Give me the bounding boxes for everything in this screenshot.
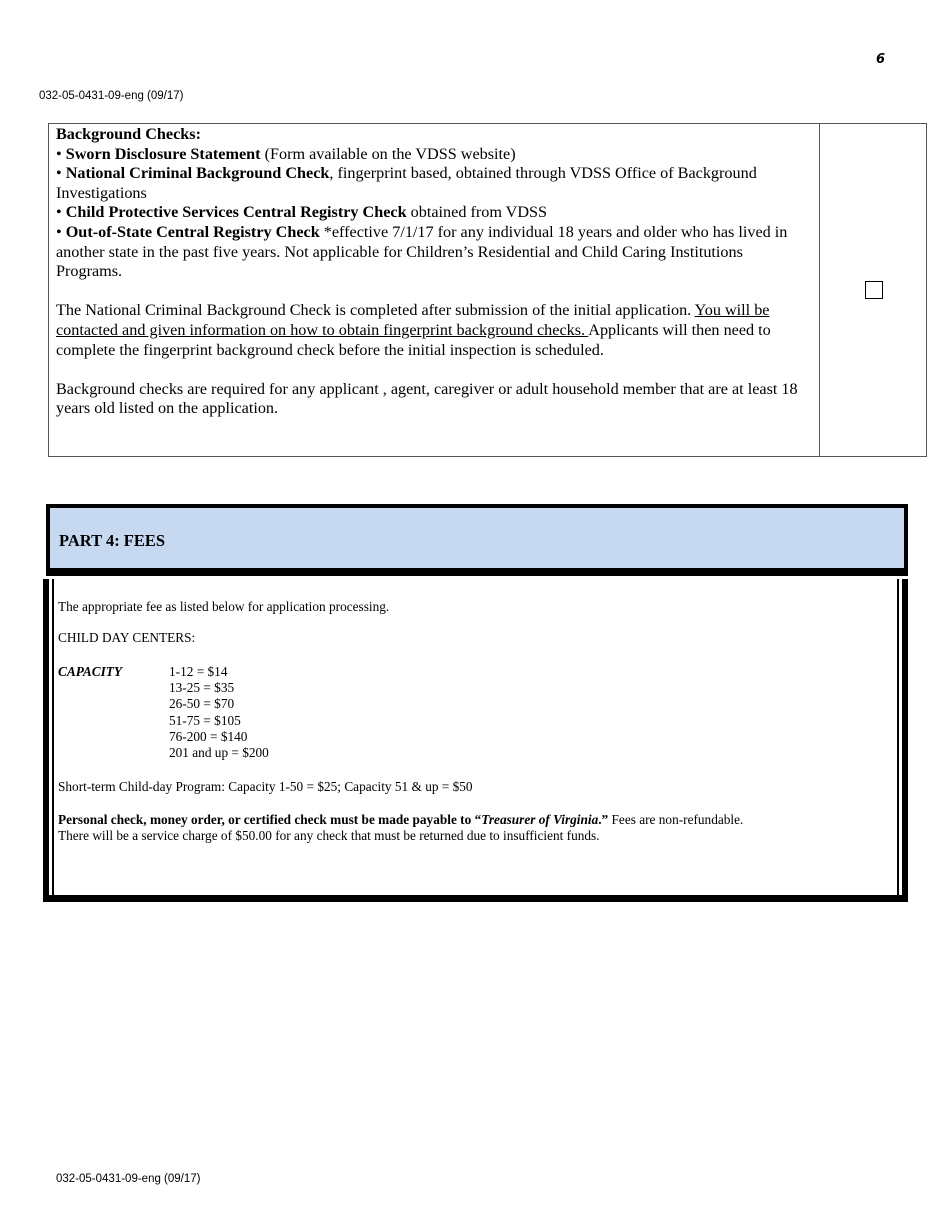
list-item: • Sworn Disclosure Statement (Form available on the VDSS website) xyxy=(56,144,516,163)
list-item: 1-12 = $14 xyxy=(169,664,228,679)
child-day-centers-label: CHILD DAY CENTERS: xyxy=(58,630,196,645)
fees-section-header xyxy=(46,504,908,576)
list-item: • National Criminal Background Check, fingerprint based, obtained through VDSS Office of Background Investigations xyxy=(56,164,757,202)
background-checks-checkbox[interactable] xyxy=(865,281,883,299)
short-term-fees: Short-term Child-day Program: Capacity 1-50 = $25; Capacity 51 & up = $50 xyxy=(58,779,473,794)
fees-intro: The appropriate fee as listed below for application processing. xyxy=(58,599,390,614)
contact-notice: You will be contacted and given information on how to obtain fingerprint background checks. xyxy=(56,301,770,339)
list-item: • Out-of-State Central Registry Check *effective 7/1/17 for any individual 18 years and older who has lived in another state in the past five years. Not applicable for Children’s Residential and Child Caring Institutions Programs. xyxy=(56,222,788,281)
list-item: 51-75 = $105 xyxy=(169,712,241,728)
service-charge-note: There will be a service charge of $50.00 for any check that must be returned due to insufficient funds. xyxy=(58,828,600,843)
page-number: 6 xyxy=(876,52,886,67)
payment-instructions: Personal check, money order, or certified check must be made payable to “Treasurer of Virginia.” Fees are non-refundable. xyxy=(58,812,744,827)
capacity-fee-list xyxy=(169,664,269,761)
background-checks-table xyxy=(48,123,927,457)
background-checks-content xyxy=(49,124,820,456)
list-item: 201 and up = $200 xyxy=(169,744,269,760)
list-item: 76-200 = $140 xyxy=(169,728,248,744)
list-item: 13-25 = $35 xyxy=(169,680,235,696)
capacity-label: CAPACITY xyxy=(58,664,123,679)
list-item: 26-50 = $70 xyxy=(169,696,235,712)
requirement-paragraph: Background checks are required for any applicant , agent, caregiver or adult household member that are at least 18 years old listed on the application. xyxy=(56,379,798,418)
form-code-header: 032-05-0431-09-eng (09/17) xyxy=(39,90,184,102)
fingerprint-paragraph: The National Criminal Background Check is completed after submission of the initial application. You will be contacted and given information on how to obtain fingerprint background checks. Applicants will then need to complete the fingerprint background check before the initial inspection is scheduled. xyxy=(56,301,771,359)
form-code-footer: 032-05-0431-09-eng (09/17) xyxy=(56,1173,201,1185)
fees-title: PART 4: FEES xyxy=(59,531,166,550)
list-item: • Child Protective Services Central Registry Check obtained from VDSS xyxy=(56,203,548,222)
background-checks-heading: Background Checks: xyxy=(56,125,201,143)
fees-section-body xyxy=(43,579,908,902)
